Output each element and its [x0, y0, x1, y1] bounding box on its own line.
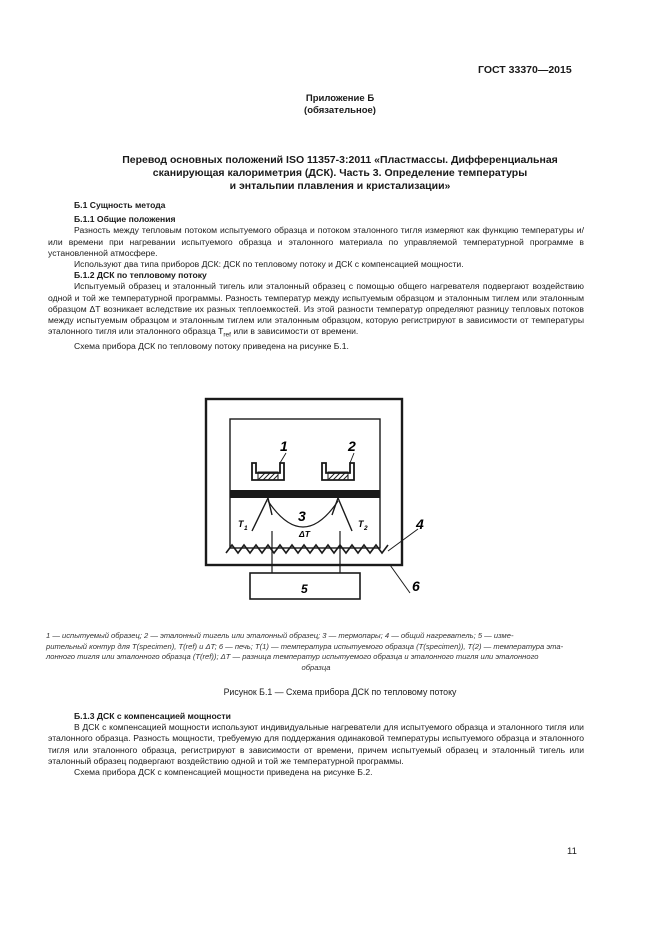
appendix-status: (обязательное)	[304, 105, 376, 116]
paragraph-b12-1-end: или в зависимости от времени.	[230, 326, 359, 337]
label-t2-sub: 2	[364, 525, 368, 532]
title-line-2: сканирующая калориметрия (ДСК). Часть 3. Определение температуры	[152, 167, 528, 179]
paragraph-b13-1: В ДСК с компенсацией мощности используют индивидуальные нагреватели для испытуемого образца и эталонного тигля или эталонного образца. Разность мощности, требуемую для поддержания одинаковой температуры испытуемого образца и эталонного тигля или эталонного образца, регистрируют в зависимости от времени, причем испытуемый образец и эталонный тигель или эталонный образец подвергают воздействию одной и той же температурной программы.	[48, 722, 584, 766]
furnace-outer	[206, 399, 402, 565]
label-2: 2	[348, 438, 356, 454]
paragraph-b13-2: Схема прибора ДСК с компенсацией мощности приведена на рисунке Б.2.	[74, 767, 373, 778]
paragraph-b11-1: Разность между тепловым потоком испытуемого образца и потоком эталонного тигля измеряют как функцию температуры и/или времени при нагревании испытуемого образца и эталонного материала по управляемой температурной программе в установленной атмосфере.	[48, 225, 584, 258]
label-6: 6	[412, 578, 420, 594]
leaders-1-2	[280, 453, 354, 463]
label-t1-sub: 1	[244, 525, 248, 532]
document-code: ГОСТ 33370—2015	[478, 64, 572, 76]
section-b13	[48, 711, 584, 778]
figure-key	[46, 631, 586, 673]
title-line-1: Перевод основных положений ISO 11357-3:2011 «Пластмассы. Дифференциальная	[122, 154, 558, 166]
dsc-heat-flux-diagram	[200, 393, 440, 605]
section-heading-b11: Б.1.1 Общие положения	[74, 214, 176, 225]
section-heading-b1: Б.1 Сущность метода	[74, 200, 166, 210]
label-t2: T	[358, 519, 364, 529]
section-heading-b12: Б.1.2 ДСК по тепловому потоку	[74, 270, 207, 281]
page-number: 11	[567, 846, 577, 857]
appendix-heading	[48, 93, 632, 117]
title-line-3: и энтальпии плавления и кристализации»	[229, 180, 451, 192]
leader-6	[390, 565, 410, 593]
label-4: 4	[416, 516, 424, 532]
section-b1	[48, 200, 584, 352]
heater-zigzag	[226, 545, 388, 553]
appendix-name: Приложение Б	[305, 93, 375, 104]
figure-key-line-2: рительный контур для T(specimen), T(ref) и ΔT; 6 — печь; T(1) — температура испытуемого образца (T(specimen)), T(2) — температура эта-	[46, 641, 564, 651]
label-1: 1	[280, 438, 288, 454]
label-delta-t: ΔT	[299, 529, 310, 539]
paragraph-b12-1-text: Испытуемый образец и эталонный тигель или эталонный образец с помощью общего нагревателя подвергают воздействию одной и той же температурной программы. Разность температур между испытуемым образцом и эталонным тиглем или эталонным образцом ΔТ возникает вследствие их разных теплоемкостей. Из этой разности температур определяют разницу тепловых потоков между испытуемым образцом и эталонным тиглем или эталонным образцом, которую регистрируют в зависимости от температуры эталонного тигля или эталонного образца T	[48, 281, 584, 337]
paragraph-b12-1	[48, 281, 584, 341]
figure-key-line-3: лонного тигля или эталонного образца (T(ref)); ΔT — разница температур испытуемого образца и эталонного тигля или эталонного	[46, 652, 539, 662]
label-t1: T	[238, 519, 244, 529]
section-heading-b13: Б.1.3 ДСК с компенсацией мощности	[74, 711, 231, 721]
appendix-title	[48, 154, 632, 193]
label-5: 5	[301, 582, 308, 596]
figure-caption: Рисунок Б.1 — Схема прибора ДСК по тепловому потоку	[223, 687, 457, 697]
label-3: 3	[298, 508, 306, 524]
figure-key-line-1: 1 — испытуемый образец; 2 — эталонный тигель или эталонный образец; 3 — термопары; 4 — общий нагреватель; 5 — изме-	[46, 631, 514, 640]
figure-key-line-4: образца	[301, 662, 331, 672]
paragraph-b12-2: Схема прибора ДСК по тепловому потоку приведена на рисунке Б.1.	[74, 341, 349, 352]
paragraph-b11-2: Используют два типа приборов ДСК: ДСК по тепловому потоку и ДСК с компенсацией мощности.	[74, 259, 464, 270]
tref-subscript: ref	[223, 331, 231, 339]
heat-flux-plate	[230, 490, 380, 498]
